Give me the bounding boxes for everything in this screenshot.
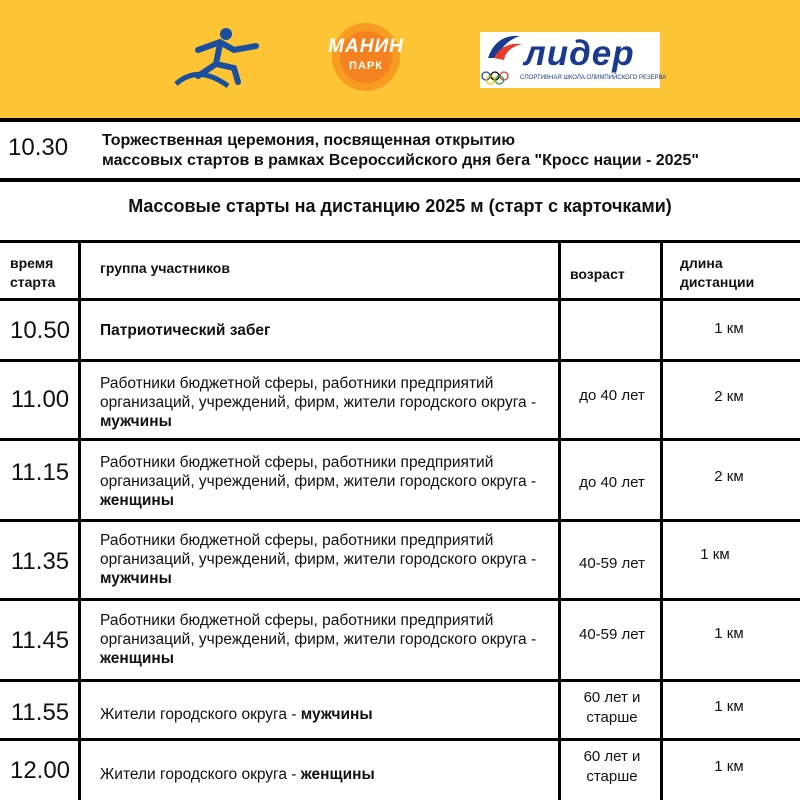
row-group-text: Жители городского округа - xyxy=(100,766,301,783)
row-time: 12.00 xyxy=(9,757,71,784)
row-age: до 40 лет xyxy=(579,474,645,491)
table-row xyxy=(0,741,800,800)
row-group xyxy=(100,531,560,588)
lider-logo-subtitle: СПОРТИВНАЯ ШКОЛА ОЛИМПИЙСКОГО РЕЗЕРВА xyxy=(520,75,667,81)
row-group-bold: мужчины xyxy=(100,570,172,587)
header-time-line2: старта xyxy=(10,274,56,290)
row-distance: 1 км xyxy=(714,320,744,337)
row-group-bold: женщины xyxy=(300,766,375,783)
row-age: 60 лет и старше xyxy=(583,689,641,726)
section-title: Массовые старты на дистанцию 2025 м (старт с карточками) xyxy=(128,196,672,216)
header-age: возраст xyxy=(570,266,625,282)
ceremony-time: 10.30 xyxy=(8,134,69,161)
lider-logo xyxy=(480,32,667,88)
row-time: 10.50 xyxy=(9,317,71,344)
manin-park-logo-top: МАНИН xyxy=(328,36,404,57)
olympic-rings-icon xyxy=(480,32,524,88)
row-time: 11.00 xyxy=(10,386,70,413)
row-time: 11.55 xyxy=(10,699,70,726)
row-group xyxy=(100,321,560,340)
header-distance-line2: дистанции xyxy=(680,274,755,290)
ceremony-line-2: массовых стартов в рамках Всероссийского дня бега "Кросс нации - 2025" xyxy=(102,152,699,169)
table-row xyxy=(0,362,800,438)
row-time: 11.45 xyxy=(10,627,70,654)
row-age: 40-59 лет xyxy=(579,555,645,572)
ceremony-line-1: Торжественная церемония, посвященная открытию xyxy=(102,132,515,149)
row-distance: 1 км xyxy=(714,758,744,775)
runner-logo-icon xyxy=(168,24,262,92)
row-distance: 2 км xyxy=(714,468,744,485)
row-distance: 1 км xyxy=(714,625,744,642)
ceremony-text xyxy=(102,131,699,171)
divider xyxy=(0,178,800,182)
table-row xyxy=(0,522,800,598)
row-group-text: Работники бюджетной сферы, работники предприятий организаций, учреждений, фирм, жители городского округа - xyxy=(100,375,537,411)
row-age: до 40 лет xyxy=(579,387,645,404)
row-distance: 2 км xyxy=(714,388,744,405)
row-group-bold: Патриотический забег xyxy=(100,322,271,339)
row-group xyxy=(100,765,560,784)
row-age: 60 лет и старше xyxy=(583,748,641,785)
row-group-text: Работники бюджетной сферы, работники предприятий организаций, учреждений, фирм, жители городского округа - xyxy=(100,454,537,490)
ceremony-row xyxy=(0,122,800,178)
row-group xyxy=(100,611,560,668)
row-group-text: Работники бюджетной сферы, работники предприятий организаций, учреждений, фирм, жители городского округа - xyxy=(100,612,537,648)
row-group-bold: мужчины xyxy=(300,706,373,723)
table-row xyxy=(0,441,800,519)
table-row xyxy=(0,301,800,359)
row-group xyxy=(100,374,560,431)
row-group-bold: мужчины xyxy=(100,413,172,430)
row-age: 40-59 лет xyxy=(579,626,645,643)
table-row xyxy=(0,601,800,679)
header-time xyxy=(10,254,55,292)
row-distance: 1 км xyxy=(700,546,730,563)
schedule-table xyxy=(0,240,800,800)
row-group-text: Жители городского округа - xyxy=(100,706,301,723)
table-header xyxy=(0,240,800,300)
header-group: группа участников xyxy=(100,260,230,276)
header-distance-line1: длина xyxy=(680,255,723,271)
manin-park-logo-bottom: ПАРК xyxy=(349,60,383,72)
row-group-bold: женщины xyxy=(100,650,174,667)
row-group xyxy=(100,705,560,724)
row-distance: 1 км xyxy=(714,698,744,715)
manin-park-logo xyxy=(326,22,406,92)
table-row xyxy=(0,682,800,738)
row-time: 11.35 xyxy=(10,548,70,575)
row-group-text: Работники бюджетной сферы, работники предприятий организаций, учреждений, фирм, жители городского округа - xyxy=(100,532,537,568)
row-group-bold: женщины xyxy=(100,492,174,509)
header-time-line1: время xyxy=(10,255,54,271)
header-banner xyxy=(0,0,800,118)
row-time: 11.15 xyxy=(10,459,70,486)
header-distance xyxy=(680,254,754,292)
row-group xyxy=(100,453,560,510)
lider-logo-title: лидер xyxy=(524,34,635,73)
